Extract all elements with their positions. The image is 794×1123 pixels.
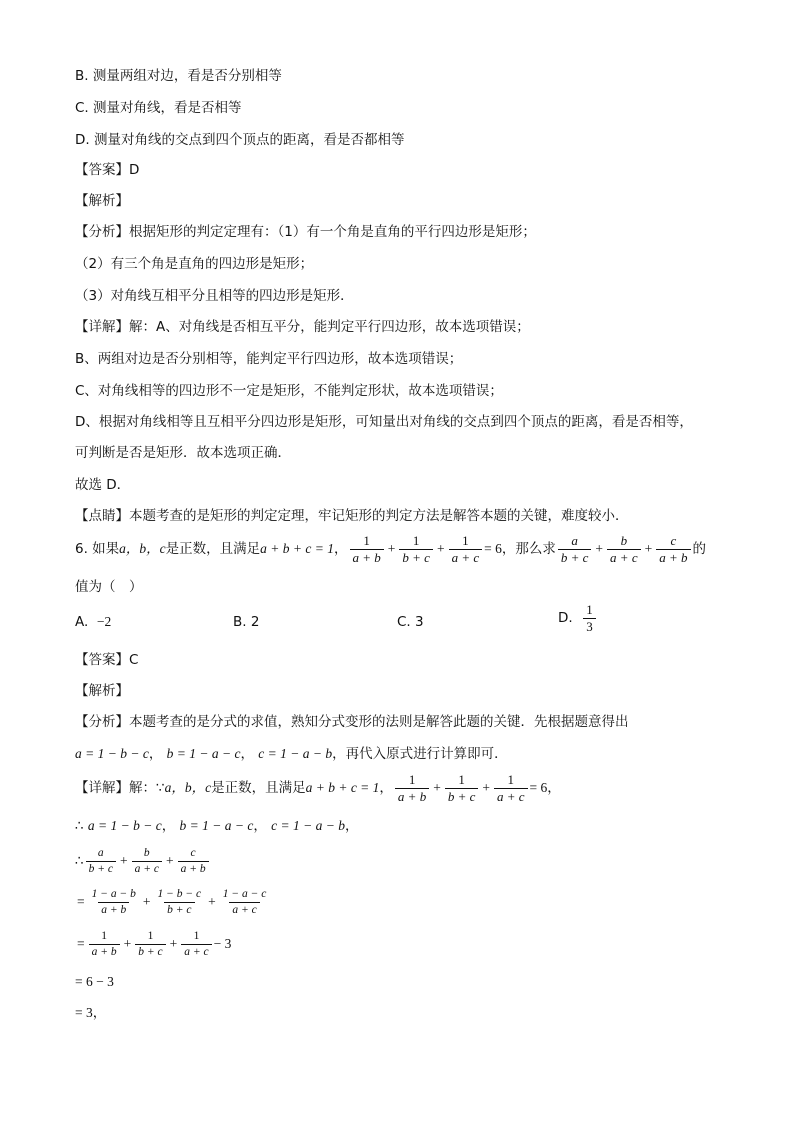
detail-q6-line: 【详解】解：∵ a，b，c 是正数，且满足 a + b + c = 1 ， $\frac{1}{a + b}$ + $\frac{1}{b + c}$ + $\frac{1}{a + c}$ = 6 ， [75,771,561,804]
analysis-line-q6: 【分析】本题考查的是分式的求值，熟知分式变形的法则是解答此题的关键．先根据题意得出 [75,714,629,730]
detail-line-4: D、根据对角线相等且互相平分四边形是矩形，可知量出对角线的交点到四个顶点的距离，看是否相等， [75,414,693,430]
fraction: $\frac{1}{b + c}$ [399,534,433,564]
comment-line: 【点睛】本题考查的是矩形的判定定理，牢记矩形的判定方法是解答本题的关键，难度较小． [75,508,629,524]
fraction: $\frac{1}{a + b}$ [350,534,384,564]
fraction: $\frac{b}{a + c}$ [607,534,641,564]
fraction: $\frac{1}{a + c}$ [494,773,528,803]
substitution-line: a = 1 − b − c， b = 1 − a − c， c = 1 − a − b，再代入原式进行计算即可． [75,746,508,762]
option-c-text: C. 测量对角线，看是否相等 [75,100,242,116]
fraction: $\frac{1}{a + c}$ [449,534,483,564]
analysis-line-3: （3）对角线互相平分且相等的四边形是矩形． [75,288,354,304]
option-d-text: D. 测量对角线的交点到四个顶点的距离，看是否都相等 [75,132,405,148]
fraction: $\frac{c}{a + b}$ [656,534,690,564]
analysis-line-2: （2）有三个角是直角的四边形是矩形； [75,256,314,272]
option-b-text: B. 测量两组对边，看是否分别相等 [75,68,282,84]
question-6-line: 6. 如果 a，b，c 是正数，且满足 a + b + c = 1 ， $\frac{1}{a + b}$ + $\frac{1}{b + c}$ + $\frac{1}{a + c}$ = 6 ，那么求 $\frac{a}{b + c}$ + $\frac{b}{a + c}$ + $\frac{c}{a + b}$ 的 [75,532,706,565]
question-6-line-2: 值为（ ） [75,579,143,595]
answer-label: 【答案】D [75,162,140,178]
expression-line-3: = $\frac{1}{a + b}$ + $\frac{1}{b + c}$ + $\frac{1}{a + c}$ − 3 [77,930,232,958]
therefore-line: ∴ a = 1 − b − c， b = 1 − a − c， c = 1 − a − b， [75,818,359,834]
analysis-label: 【解析】 [75,193,129,209]
choose-d: 故选 D． [75,477,131,493]
fraction: $\frac{1}{a + b}$ [395,773,429,803]
expression-line-2: = $\frac{1 - a - b}{a + b}$ + $\frac{1 - b - c}{b + c}$ + $\frac{1 - a - c}{a + c}$ [77,888,267,916]
option-d: D. $\frac{1}{3}$ [558,603,598,633]
detail-line-2: B、两组对边是否分别相等，能判定平行四边形，故本选项错误； [75,351,463,367]
expression-line-1: ∴ $\frac{a}{b + c}$ + $\frac{b}{a + c}$ + $\frac{c}{a + b}$ [75,842,211,880]
analysis-label-2: 【解析】 [75,683,129,699]
analysis-line-1: 【分析】根据矩形的判定定理有：（1）有一个角是直角的平行四边形是矩形； [75,224,536,240]
fraction: $\frac{1}{b + c}$ [445,773,479,803]
result-line-2: = 3， [75,1005,107,1020]
option-a: A. −2 [75,614,112,630]
detail-line-1: 【详解】解：A、对角线是否相互平分，能判定平行四边形，故本选项错误； [75,319,530,335]
detail-line-3: C、对角线相等的四边形不一定是矩形，不能判定形状，故本选项错误； [75,383,503,399]
option-c: C. 3 [397,614,424,630]
answer-label-2: 【答案】C [75,652,139,668]
fraction: $\frac{a}{b + c}$ [558,534,592,564]
option-b: B. 2 [233,614,260,630]
detail-line-5: 可判断是否是矩形．故本选项正确． [75,445,291,461]
result-line-1: = 6 − 3 [75,974,114,989]
